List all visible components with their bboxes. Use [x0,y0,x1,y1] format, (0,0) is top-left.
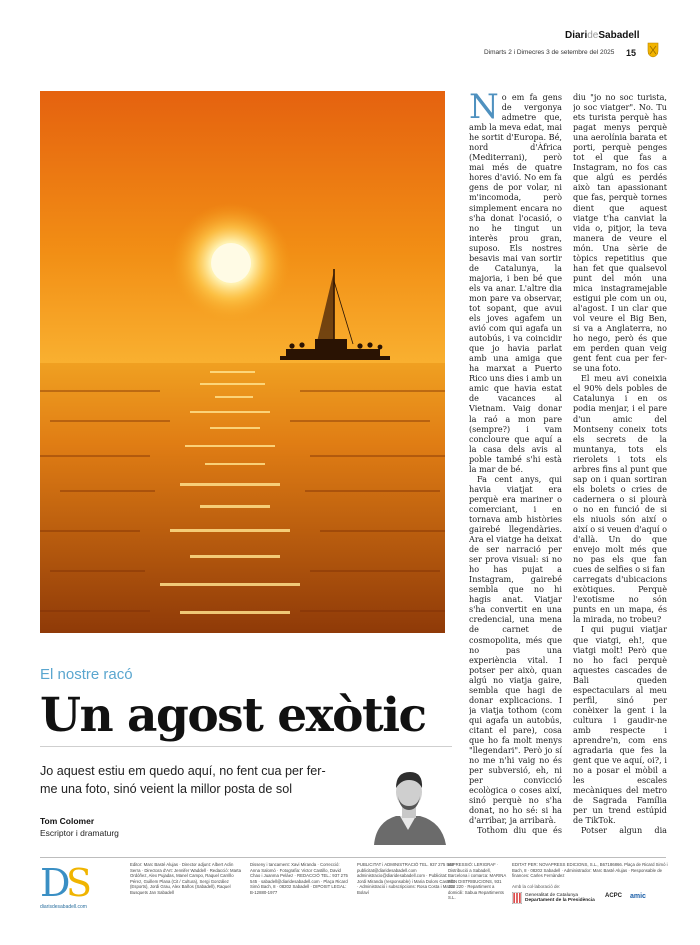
page-number: 15 [626,48,637,58]
body-column-1 [469,92,562,835]
paragraph: El meu avi coneixia el 90% dels pobles de Catalunya i en os podia menjar, i el pare d'un amic del Montseny coneix tots els secrets de la muntanya, tots els rierolets i tots els arbres fins al punt que sap on i quan sortiran els bolets o cries de cadernera o si plourà o no en funció de si els niuols són així o així o si veuen d'aquí o d'allà. Un do que envejo molt més que no pas els que fan cues de selfies o si fan [573,373,667,575]
svg-text:D: D [40,861,71,905]
masthead-city: Sabadell [598,30,640,41]
paragraph: No em fa gens de vergonya admetre que, amb la meva edat, mai he sortit d'Europa. Bé, nord d'Àfrica (Mediterrani), però mai més de quatre hores d'avió. No em fa gens de por volar, ni m'incomoda, però simplement encara no s'ha donat l'ocasió, o no he tingut un interès prou gran, suposo. Els nostres besavis mai van sortir de Catalunya, la majoria, i ben bé que els va anar. L'altre dia mon pare va observar, tot sopant, que avui els joves agafem un avió com qui agafa un autobús, i va coincidir que jo havia parlat amb una amiga que ha marxat a Puerto Rico uns dies i amb un amic que havia estat de vacances al Vietnam. Vaig donar la raó a mon pare (sempre?) i vam concloure que aquí a la casa dels avis al poble també s'hi està la mar de bé. [469,92,562,474]
masthead-de: de [587,30,599,41]
amic-logo: amic [630,893,646,900]
paragraph: I qui pugui viatjar que viatgi, eh!, que viatgi molt! Però que no ho faci perquè aquestes cascades de Bali queden espectaculars al meu perfil, sinó per conèixer la gent i la cultura i gaudir-ne amb respecte i aprendre'n, com ens agradaria que fes la gent que ve aquí, oi?, i no a posar el mòbil a les escales mecàniques del metro de Sagrada Família per un trend estúpid de TikTok. [573,624,667,826]
dateline: Dimarts 2 i Dimecres 3 de setembre del 2025 [484,49,615,56]
paragraph: Potser algun dia [581,825,667,835]
headline-divider [40,746,452,747]
generalitat-logo-icon [512,892,522,904]
collaboration-label: Amb la col·laboració de: [512,884,561,889]
masthead-main: Diari [565,30,588,41]
paragraph: Tothom diu que és [477,825,562,835]
section-label: El nostre racó [40,666,133,683]
author-name: Tom Colomer [40,816,95,826]
author-role: Escriptor i dramaturg [40,828,119,838]
paragraph: diu "jo no soc turista, jo soc viatger". No. Tu ets turista perquè has pagat menys perquè una aerolínia barata et porti, perquè penges tot el que fas a Instagram, no fos cas que algú es perdés això tan apassionant que fas, perquè tornes dient que aquest viatge t'ha canviat la vida o, pitjor, la teva manera de veure el món. Una sèrie de tòpics repetitius que han fet que qualsevol punt del món una mica instagramejable estigui ple com un ou, al'agost. I un clar que vol veure el Big Ben, si va a Anglaterra, no ho nego, però és que em perden quan veig gent fent cua per fer-se una foto. [573,92,667,374]
svg-text:S: S [66,861,93,905]
credits-column-3: PUBLICITAT i ADMINISTRACIÓ TEL. 937 275 545 publicitat@diaridesabadell.com administracio@diaridesabadell.com · Publicitat: Jordi Miranda (responsable) i Maria Dolors Castells · Administració i subscripcions: Rosa Costa i Marta Bolaví [357,862,455,895]
credits-column-2: Disseny i tancament: Xavi Miranda · Correcció: Anna Salomó · Fotografia: Victor Castillo, David Chao i Juanma Peláez · REDACCIÓ TEL.: 937 275 545 · sabadell@diaridesabadell.com · Plaça Ricard Simó Bach, 8 · 08202 Sabadell · DIPOSIT LEGAL: B-12880-1977 [250,862,348,895]
paragraph: carregats d'ubicacions exòtiques. Perquè l'exotisme no són punts en un mapa, és la mirada, no trobeu? [573,574,667,625]
sabadell-shield-icon [647,42,659,58]
masthead [565,30,640,41]
paragraph: Fa cent anys, qui havia viatjat era perquè era mariner o comerciant, i en tornava amb històries gairebé llegendàries. Ara el viatge ha deixat de ser narració per ser prova visual: si no ho has pujat a Instagram, gairebé sembla que no hi hagis anat. Viatjar s'ha convertit en una credencial, una mena de carnet de cosmopolita, més que no pas una experiència vital. I potser per això, quan algú no viatja gaire, sembla que hagi de donar explicacions. I ja viatja tothom (com qui agafa un autobús, citant el pare), cosa que ho fa molt menys "llegendari". Però jo sí no me n'hi vaig no és per subversió, eh, ni per convicció ecològica o coses així, sinó perquè no s'ha donat, no ho sé: si ha d'arribar, ja arribarà. [469,473,562,826]
deck: Jo aquest estiu em quedo aquí, no fent cua per fer-me una foto, sinó veient la millor posta de sol [40,764,326,796]
author-portrait [362,760,454,845]
footer-divider [40,857,666,858]
credits-column-4: IMPRESSIÓ: LERIGRAF · Distribució a Sabadell, Barcelona i comarca: MARINA BCN DISTRIBUCIONS, 931 163 220 · Repartiment a domicili: Sabua Repartiments S.L. [448,862,507,900]
acpc-logo: ACPC [605,893,623,899]
sunset-catamaran-photo [40,91,445,633]
credits-column-5: EDITAT PER: NOVAPRESS EDICIONS, S.L., B67186866. Plaça de Ricard Simó i Bach, 8 · 08202 Sabadell · Administrador: Marc Basté Alujas · Responsable de finances: Carles Fernàndez [512,862,668,878]
ds-logo-icon [40,860,100,905]
generalitat-text: Generalitat de Catalunya Departament de la Presidència [525,893,595,904]
dropcap: N [469,92,499,127]
headline: Un agost exòtic [40,688,426,743]
site-url[interactable]: diarisdesabadell.com [40,904,87,910]
credits-column-1: Editor: Marc Basté Alujas · Director adjunt: Albert Aclin Serra · Directora d'Art: Jennifer Waddell · Redacció: Marta Ordóñez, Alex Pujadas, Manel Campo, Raquel Carrillo Pérez, Guillem Plana (Cit / Cultura), Sergi González (Esports), Jordi Grau, Alex Baños (Sabadell), Raquel Busquets Jan Sabadell [130,862,241,895]
body-column-2 [573,92,667,835]
